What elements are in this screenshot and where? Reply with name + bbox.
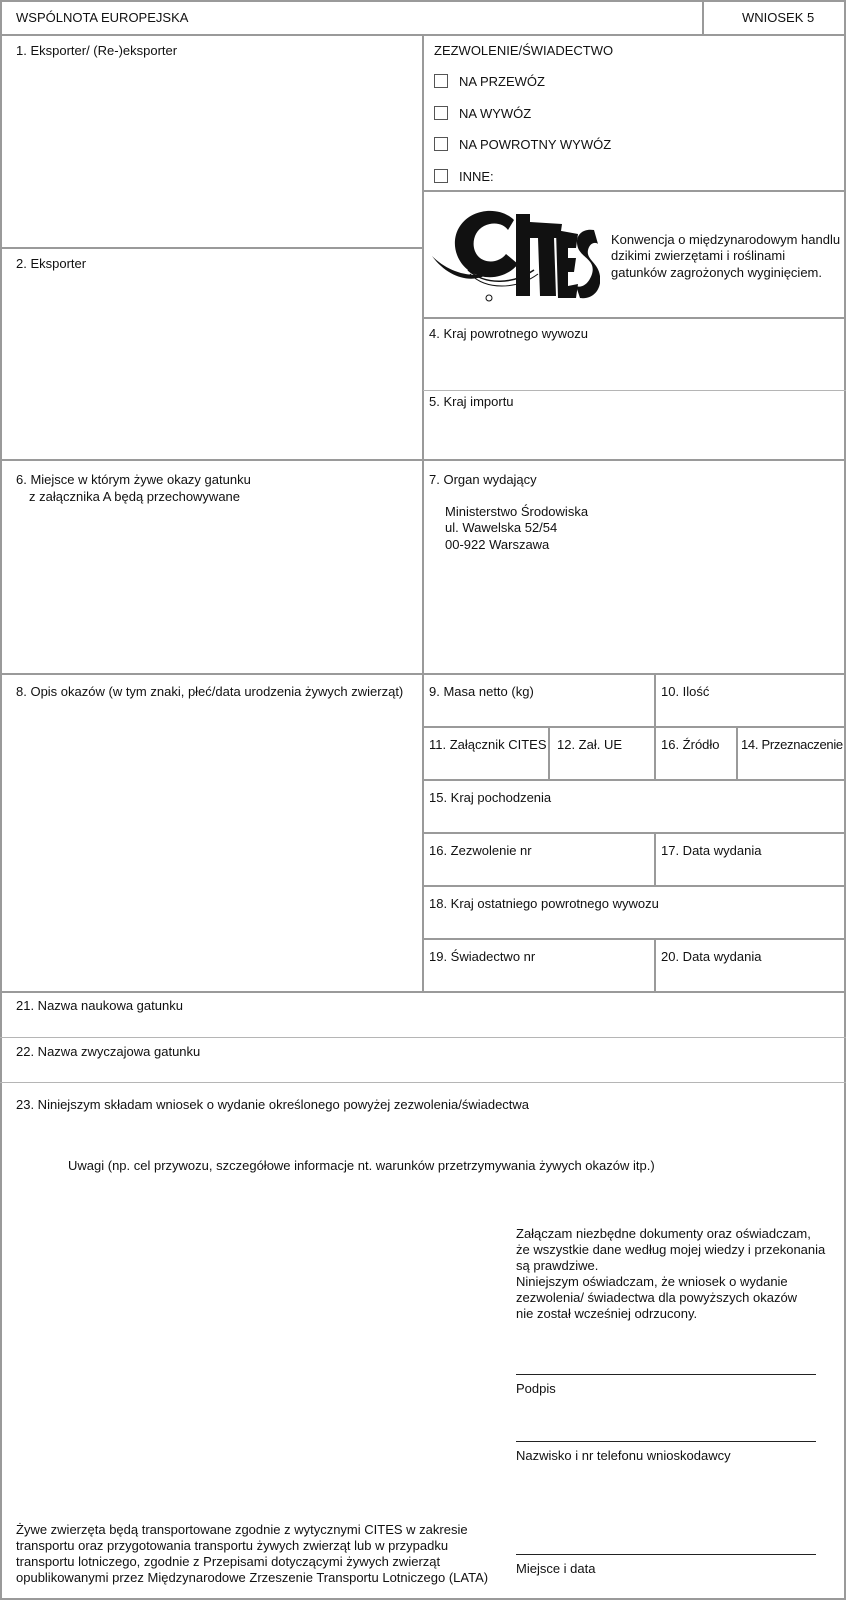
transport-note-line: opublikowanymi przez Międzynarodowe Zrzeszenie Transportu Lotniczego (LATA) <box>16 1570 489 1585</box>
section14-label: 14. Przeznaczenie <box>741 737 843 752</box>
declaration-text <box>516 1226 836 1322</box>
checkbox-export[interactable] <box>434 106 448 120</box>
declaration-line: że wszystkie dane według mojej wiedzy i przekonania <box>516 1242 826 1257</box>
section16-source-label: 16. Źródło <box>661 737 720 752</box>
section-eu-annex[interactable] <box>550 728 654 779</box>
option-reexport: NA POWROTNY WYWÓZ <box>459 137 612 152</box>
cites-logo <box>430 200 600 308</box>
section2-label: 2. Eksporter <box>16 256 87 271</box>
place-date-line[interactable] <box>516 1554 816 1555</box>
remarks-area[interactable] <box>60 1152 500 1472</box>
declaration-line: Niniejszym oświadczam, że wniosek o wydanie <box>516 1274 788 1289</box>
section-specimen-description[interactable] <box>2 675 422 991</box>
transport-note-line: transportu oraz przygotowania transportu żywych zwierząt lub w przypadku <box>16 1538 449 1553</box>
checkbox-reexport[interactable] <box>434 137 448 151</box>
option-other: INNE: <box>459 169 494 184</box>
issuing-authority-name: Ministerstwo Środowiska <box>445 504 589 519</box>
section20-label: 20. Data wydania <box>661 949 762 964</box>
section17-label: 17. Data wydania <box>661 843 762 858</box>
declaration-line: nie został wcześniej odrzucony. <box>516 1306 698 1321</box>
place-date-label: Miejsce i data <box>516 1561 596 1576</box>
section8-label: 8. Opis okazów (w tym znaki, płeć/data urodzenia żywych zwierząt) <box>16 684 404 699</box>
form-number: WNIOSEK 5 <box>742 10 815 25</box>
divider-permit-cites <box>423 190 846 192</box>
option-export: NA WYWÓZ <box>459 106 532 121</box>
section6-label-line2: z załącznika A będą przechowywane <box>29 489 241 504</box>
signature-label: Podpis <box>516 1381 556 1396</box>
section-cites-appendix[interactable] <box>424 728 548 779</box>
cites-logo-graphic <box>430 200 600 308</box>
issuing-authority-city: 00-922 Warszawa <box>445 537 550 552</box>
section-permit-number[interactable] <box>424 834 654 885</box>
section9-label: 9. Masa netto (kg) <box>429 684 534 699</box>
section12-label: 12. Zał. UE <box>557 737 623 752</box>
name-phone-label: Nazwisko i nr telefonu wnioskodawcy <box>516 1448 731 1463</box>
section-exporter[interactable] <box>2 249 422 459</box>
section-source[interactable] <box>656 728 736 779</box>
signature-line[interactable] <box>516 1374 816 1375</box>
header-divider <box>702 0 704 36</box>
divider-row-23 <box>0 1082 846 1083</box>
section-purpose[interactable] <box>738 728 844 779</box>
section-certificate-number[interactable] <box>424 940 654 991</box>
section10-label: 10. Ilość <box>661 684 710 699</box>
section-exporter-reexporter[interactable] <box>2 36 422 248</box>
transport-note-line: transportu lotniczego, zgodnie z Przepisami dotyczącymi żywych zwierząt <box>16 1554 441 1569</box>
section-net-mass[interactable] <box>424 675 654 726</box>
cites-description-line1: Konwencja o międzynarodowym handlu <box>611 232 841 247</box>
section18-label: 18. Kraj ostatniego powrotnego wywozu <box>429 896 659 911</box>
checkbox-transport[interactable] <box>434 74 448 88</box>
section5-label: 5. Kraj importu <box>429 394 514 409</box>
section22-label: 22. Nazwa zwyczajowa gatunku <box>16 1044 201 1059</box>
issuing-authority-street: ul. Wawelska 52/54 <box>445 520 558 535</box>
section21-label: 21. Nazwa naukowa gatunku <box>16 998 183 1013</box>
section-last-reexport-country[interactable] <box>424 887 844 938</box>
declaration-line: są prawdziwe. <box>516 1258 599 1273</box>
section1-label: 1. Eksporter/ (Re-)eksporter <box>16 43 178 58</box>
name-phone-line[interactable] <box>516 1441 816 1442</box>
declaration-line: Załączam niezbędne dokumenty oraz oświadczam, <box>516 1226 811 1241</box>
transport-note-line: Żywe zwierzęta będą transportowane zgodnie z wytycznymi CITES w zakresie <box>16 1522 468 1537</box>
cites-description-line2: dzikimi zwierzętami i roślinami <box>611 248 786 263</box>
cites-description-line3: gatunków zagrożonych wyginięciem. <box>611 265 822 280</box>
section16-permit-label: 16. Zezwolenie nr <box>429 843 532 858</box>
section23-label: 23. Niniejszym składam wniosek o wydanie określonego powyżej zezwolenia/świadectwa <box>16 1097 530 1112</box>
community-title: WSPÓLNOTA EUROPEJSKA <box>16 10 189 25</box>
transport-note <box>16 1522 506 1586</box>
section19-label: 19. Świadectwo nr <box>429 949 536 964</box>
section6-label-line1: 6. Miejsce w którym żywe okazy gatunku <box>16 472 251 487</box>
section4-label: 4. Kraj powrotnego wywozu <box>429 326 588 341</box>
checkbox-other[interactable] <box>434 169 448 183</box>
section-country-of-origin[interactable] <box>424 781 844 832</box>
section-permit-issue-date[interactable] <box>656 834 844 885</box>
permit-title: ZEZWOLENIE/ŚWIADECTWO <box>434 43 614 58</box>
section11-label: 11. Załącznik CITES <box>429 737 547 752</box>
section15-label: 15. Kraj pochodzenia <box>429 790 552 805</box>
remarks-label: Uwagi (np. cel przywozu, szczegółowe informacje nt. warunków przetrzymywania żywych okazów itp.) <box>68 1158 655 1173</box>
section7-label: 7. Organ wydający <box>429 472 537 487</box>
option-transport: NA PRZEWÓZ <box>459 74 545 89</box>
section-certificate-issue-date[interactable] <box>656 940 844 991</box>
section-quantity[interactable] <box>656 675 844 726</box>
declaration-line: zezwolenia/ świadectwa dla powyższych okazów <box>516 1290 798 1305</box>
